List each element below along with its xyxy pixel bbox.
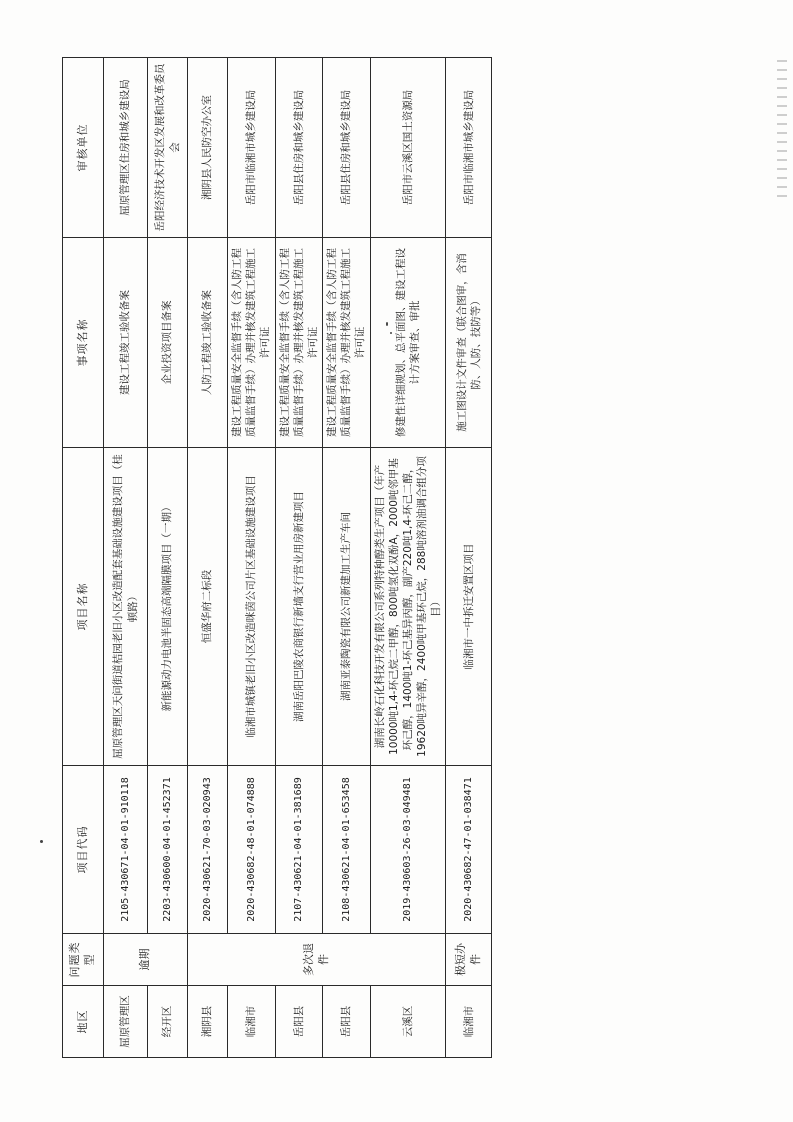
unit-cell: 湘阴县人民防空办公室: [188, 58, 228, 238]
project-issue-table: [62, 57, 492, 1058]
project-code-cell: 2020-430682-47-01-038471: [446, 766, 492, 934]
table-row: [446, 58, 492, 1058]
table-row: [148, 58, 188, 1058]
rotated-table-wrapper: [62, 58, 482, 1058]
table-row: [275, 58, 323, 1058]
scan-edge-marks: [777, 60, 787, 200]
table-header-row: [63, 58, 104, 1058]
issue-type-cell: 多次退件: [188, 934, 446, 986]
matter-cell: 建设工程质量安全监督手续（含人防工程质量监督手续）办理并核发建筑工程施工许可证: [228, 238, 276, 448]
project-code-cell: 2019-430603-26-03-049481: [370, 766, 446, 934]
unit-cell: 岳阳县住房和城乡建设局: [323, 58, 371, 238]
header-issue-type: 问题类型: [63, 934, 104, 986]
unit-cell: 屈原管理区住房和城乡建设局: [104, 58, 148, 238]
header-project-name: 项目名称: [63, 448, 104, 766]
region-cell: 岳阳县: [323, 986, 371, 1058]
table-row: [188, 58, 228, 1058]
project-name-cell: 恒盛华府二标段: [188, 448, 228, 766]
table-row: [370, 58, 446, 1058]
project-code-cell: 2203-430600-04-01-452371: [148, 766, 188, 934]
scan-speck: [386, 322, 388, 326]
project-name-cell: 湖南长岭石化科技开发有限公司系列特种醇类生产项目（年产10000吨1,4-环己烷二甲醇，800吨氢化双酚A，2000吨邻甲基环己醇，1400吨1-环己基异丙醇，副产220吨1,4-环己二醇，19620吨异辛醇，2400吨甲基环己烷，288吨溶剂油调合组分项目）: [370, 448, 446, 766]
project-code-cell: 2108-430621-04-01-653458: [323, 766, 371, 934]
region-cell: 岳阳县: [275, 986, 323, 1058]
header-project-code: 项目代码: [63, 766, 104, 934]
matter-cell: 修建性详细规划、总平面图、建设工程设计方案审查、审批: [370, 238, 446, 448]
header-region: 地区: [63, 986, 104, 1058]
project-name-cell: 临湘市一中拆迁安置区项目: [446, 448, 492, 766]
region-cell: 屈原管理区: [104, 986, 148, 1058]
table-row: [104, 58, 148, 1058]
project-code-cell: 2020-430621-70-03-020943: [188, 766, 228, 934]
matter-cell: 建设工程质量安全监督手续（含人防工程质量监督手续）办理并核发建筑工程施工许可证: [275, 238, 323, 448]
project-name-cell: 湖南岳阳巴陵农商银行新墙支行营业用房新建项目: [275, 448, 323, 766]
unit-cell: 岳阳市云溪区国土资源局: [370, 58, 446, 238]
table-row: [228, 58, 276, 1058]
project-code-cell: 2107-430621-04-01-381689: [275, 766, 323, 934]
unit-cell: 岳阳县住房和城乡建设局: [275, 58, 323, 238]
matter-cell: 施工图设计文件审查（联合图审，含消防、人防、技防等）: [446, 238, 492, 448]
header-matter: 事项名称: [63, 238, 104, 448]
unit-cell: 岳阳经济技术开发区发展和改革委员会: [148, 58, 188, 238]
unit-cell: 岳阳市临湘市城乡建设局: [446, 58, 492, 238]
region-cell: 云溪区: [370, 986, 446, 1058]
project-code-cell: 2020-430682-48-01-074888: [228, 766, 276, 934]
table-row: [323, 58, 371, 1058]
project-code-cell: 2105-430671-04-01-910118: [104, 766, 148, 934]
header-unit: 审核单位: [63, 58, 104, 238]
region-cell: 临湘市: [228, 986, 276, 1058]
project-name-cell: 屈原管理区天问街道桔园老旧小区改造配套基础设施建设项目（桂顿路）: [104, 448, 148, 766]
matter-cell: 人防工程竣工验收备案: [188, 238, 228, 448]
project-name-cell: 湖南亚泰陶瓷有限公司新建加工生产车间: [323, 448, 371, 766]
project-name-cell: 临湘市城镇老旧小区改造咪茵公司片区基础设施建设项目: [228, 448, 276, 766]
issue-type-cell: 逾期: [104, 934, 188, 986]
unit-cell: 岳阳市临湘市城乡建设局: [228, 58, 276, 238]
project-name-cell: 新能源动力电池半固态高端隔膜项目（一期）: [148, 448, 188, 766]
region-cell: 经开区: [148, 986, 188, 1058]
region-cell: 湘阴县: [188, 986, 228, 1058]
matter-cell: 企业投资项目备案: [148, 238, 188, 448]
matter-cell: 建设工程质量安全监督手续（含人防工程质量监督手续）办理并核发建筑工程施工许可证: [323, 238, 371, 448]
scan-speck: [40, 840, 43, 843]
region-cell: 临湘市: [446, 986, 492, 1058]
scan-speck: [390, 332, 392, 334]
issue-type-cell: 极短办件: [446, 934, 492, 986]
matter-cell: 建设工程竣工验收备案: [104, 238, 148, 448]
